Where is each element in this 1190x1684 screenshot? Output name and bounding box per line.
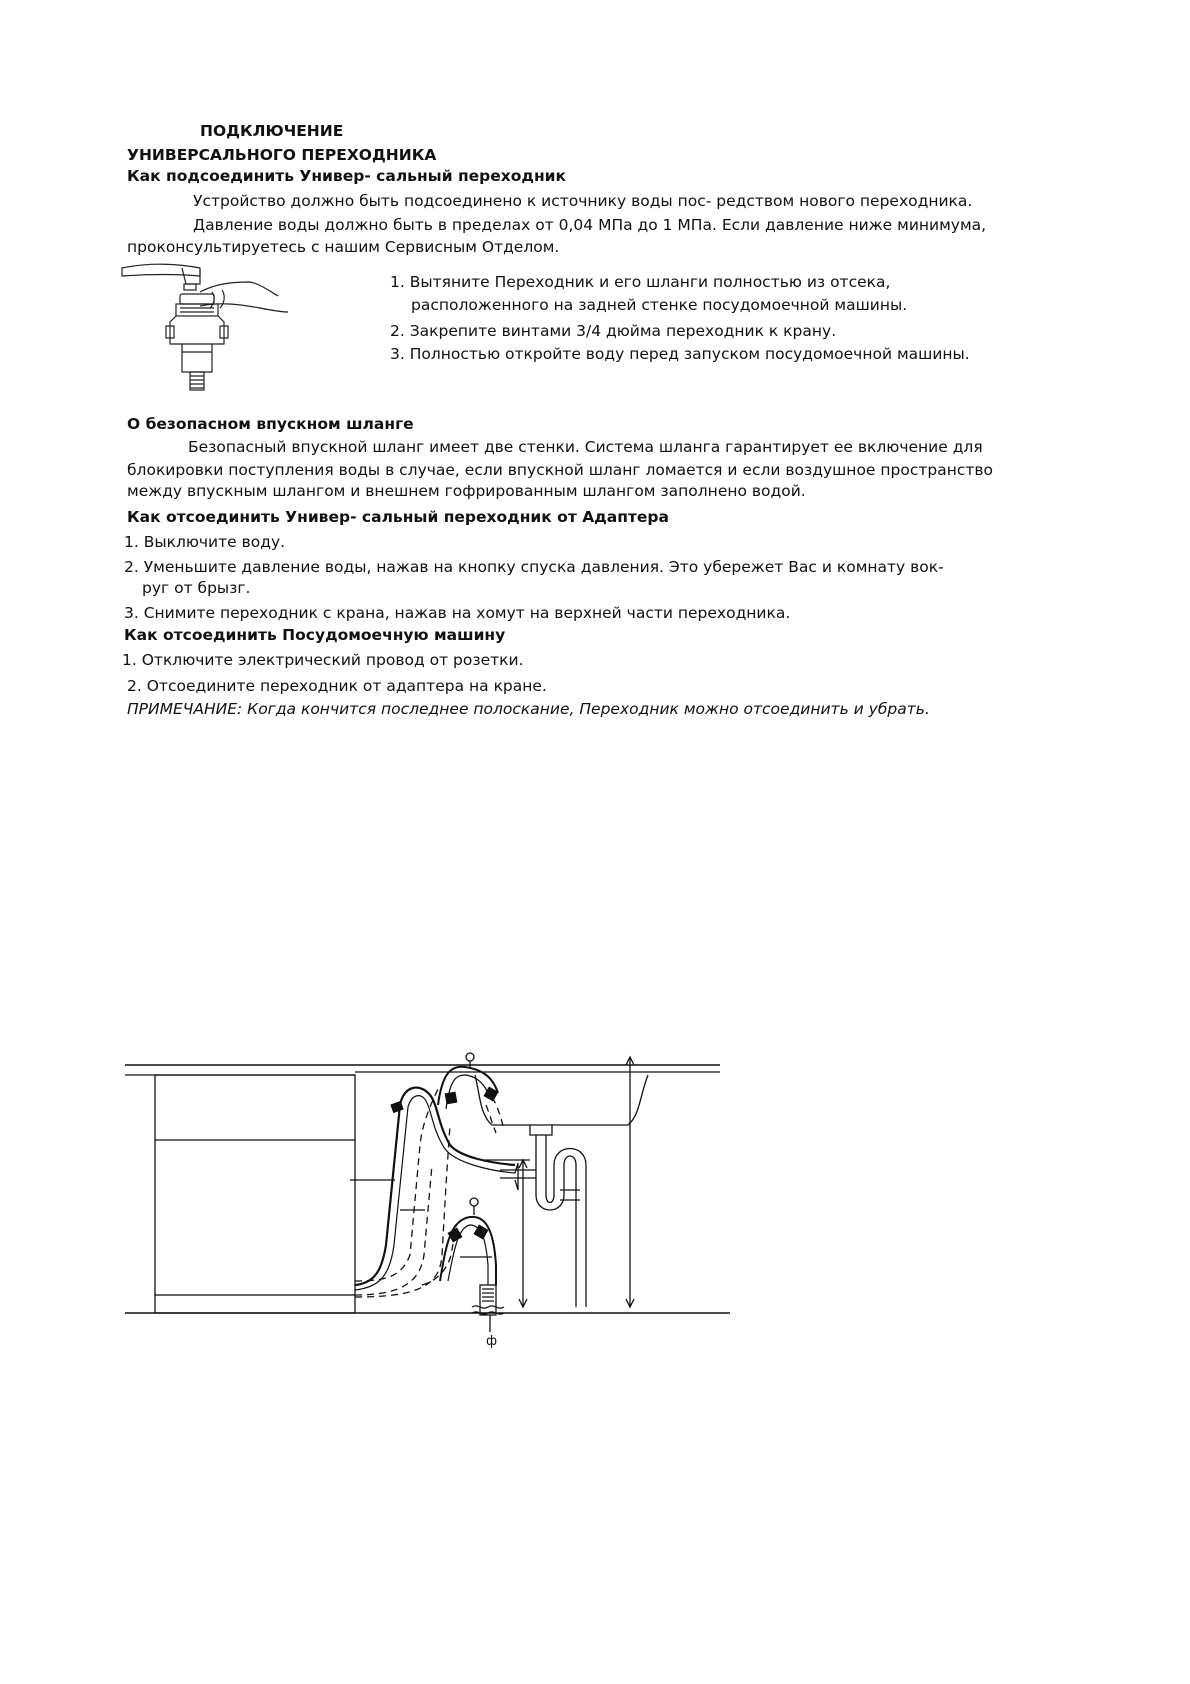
page-title-line-1: ПОДКЛЮЧЕНИЕ	[200, 122, 344, 140]
phi-label: ф	[486, 1334, 498, 1349]
faucet-adapter-illustration	[120, 262, 290, 402]
disconnect-adapter-step-1: 1. Выключите воду.	[124, 533, 286, 551]
note-text: ПРИМЕЧАНИЕ: Когда кончится последнее полоскание, Переходник можно отсоединить и убрать.	[127, 700, 930, 718]
installation-diagram	[120, 1045, 720, 1395]
safety-hose-line-2: блокировки поступления воды в случае, если впускной шланг ломается и если воздушное пространство	[127, 461, 994, 479]
disconnect-adapter-step-2: 2. Уменьшите давление воды, нажав на кнопку спуска давления. Это убережет Вас и комнату вок-	[124, 558, 944, 576]
connect-step-1: 1. Вытяните Переходник и его шланги полностью из отсека,	[390, 273, 891, 291]
connect-paragraph-line-3: проконсультируетесь с нашим Сервисным Отделом.	[127, 238, 560, 256]
connect-adapter-heading: Как подсоединить Универ- сальный переходник	[127, 167, 567, 185]
safety-hose-heading: О безопасном впускном шланге	[127, 415, 414, 433]
connect-step-1-cont: расположенного на задней стенке посудомоечной машины.	[411, 296, 908, 314]
safety-hose-line-1: Безопасный впускной шланг имеет две стенки. Система шланга гарантирует ее включение для	[188, 438, 983, 456]
disconnect-adapter-heading: Как отсоединить Универ- сальный переходник от Адаптера	[127, 508, 669, 526]
disconnect-dishwasher-step-1: 1. Отключите электрический провод от розетки.	[122, 651, 524, 669]
connect-paragraph-line-2: Давление воды должно быть в пределах от 0,04 МПа до 1 МПа. Если давление ниже минимума,	[193, 216, 987, 234]
disconnect-adapter-step-2-cont: руг от брызг.	[142, 579, 251, 597]
safety-hose-line-3: между впускным шлангом и внешнем гофрированным шлангом заполнено водой.	[127, 482, 806, 500]
disconnect-dishwasher-heading: Как отсоединить Посудомоечную машину	[124, 626, 506, 644]
connect-step-2: 2. Закрепите винтами 3/4 дюйма переходник к крану.	[390, 322, 837, 340]
connect-step-3: 3. Полностью откройте воду перед запуском посудомоечной машины.	[390, 345, 970, 363]
disconnect-adapter-step-3: 3. Снимите переходник с крана, нажав на хомут на верхней части переходника.	[124, 604, 791, 622]
page-title-line-2: УНИВЕРСАЛЬНОГО ПЕРЕХОДНИКА	[127, 146, 437, 164]
connect-paragraph-line-1: Устройство должно быть подсоединено к источнику воды пос- редством нового переходника.	[193, 192, 973, 210]
disconnect-dishwasher-step-2: 2. Отсоедините переходник от адаптера на кране.	[127, 677, 547, 695]
